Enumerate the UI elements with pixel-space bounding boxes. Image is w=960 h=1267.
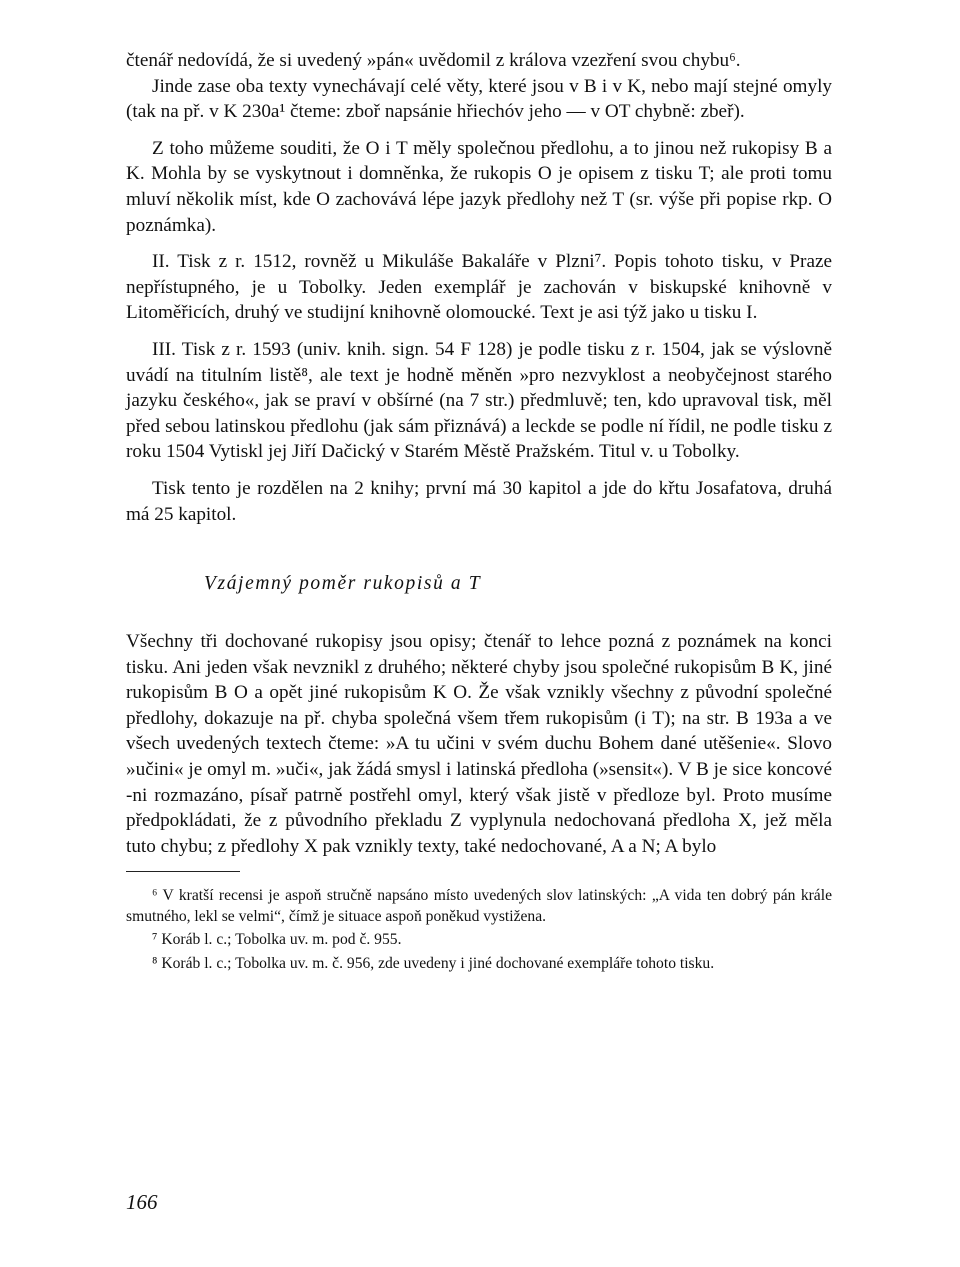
page-body (126, 48, 832, 977)
paragraph: Z toho můžeme souditi, že O i T měly společnou předlohu, a to jinou než rukopisy B a K. Mohla by se vyskytnout i domněnka, že rukopis O je opisem z tisku T; ale proti tomu mluví několik míst, kde O zachovává lépe jazyk předlohy než T (sr. výše při popise rkp. O poznámka). (126, 137, 832, 236)
page-number: 166 (126, 1190, 158, 1214)
paragraph: Jinde zase oba texty vynechávají celé věty, které jsou v B i v K, nebo mají stejné omyly (tak na př. v K 230a¹ čteme: zboř napsánie hřiechóv jeho — v OT chybně: zbeř). (126, 75, 832, 123)
footnote-8: ⁸ Koráb l. c.; Tobolka uv. m. č. 956, zde uvedeny i jiné dochované exempláře tohoto tisku. (152, 954, 715, 972)
section-paragraph: Všechny tři dochované rukopisy jsou opisy; čtenář to lehce pozná z poznámek na konci tisku. Ani jeden však nevznikl z druhého; některé chyby jsou společné rukopisům B K, jiné rukopisům B O a opět jiné rukopisům K O. Že však vznikly všechny z původní společné předlohy, dokazuje na př. chyba společná všem třem rukopisům (i T); na str. B 193a a ve všech uvedených textech čteme: »A tu učini v svém duchu Bohem dané utěšenie«. Slovo »učini« je omyl m. »uči«, jak žádá smysl i latinská předloha (»sensit«). V B je sice koncové -ni rozmazáno, písař patrně postřehl omyl, který však jistě v předloze byl. Proto musíme předpokládati, že z původního překladu Z vyplynula nedochovaná předloha X, jež měla tuto chybu; z předlohy X pak vznikly texty, také nedochované, A a N; A bylo (126, 631, 832, 857)
footnote-divider (126, 871, 240, 872)
paragraph-continuation: čtenář nedovídá, že si uvedený »pán« uvědomil z králova vzezření svou chybu⁶. (126, 50, 741, 71)
paragraph: Tisk tento je rozdělen na 2 knihy; první má 30 kapitol a jde do křtu Josafatova, druhá má 25 kapitol. (126, 477, 832, 525)
paragraph-tisk-ii: II. Tisk z r. 1512, rovněž u Mikuláše Bakaláře v Plzni⁷. Popis tohoto tisku, v Praze nepřístupného, je u Tobolky. Jeden exemplář je zachován v biskupské knihovně v Litoměřicích, druhý ve studijní knihovně olomoucké. Text je asi týž jako u tisku I. (126, 251, 832, 324)
section-heading: Vzájemný poměr rukopisů a T (204, 573, 482, 595)
footnote-7: ⁷ Koráb l. c.; Tobolka uv. m. pod č. 955. (152, 931, 402, 949)
paragraph-tisk-iii: III. Tisk z r. 1593 (univ. knih. sign. 54 F 128) je podle tisku z r. 1504, jak se výslovně uvádí na titulním listě⁸, ale text je hodně měněn »pro nezvyklost a neobyčejnost starého jazyku českého«, jak se praví v obšírné (na 7 str.) předmluvě; ten, kdo upravoval tisk, měl před sebou latinskou předlohu (jak sám přiznává) a leckde se podle ní řídil, ne podle tisku z roku 1504 Vytiskl jej Jiří Dačický v Starém Městě Pražském. Titul v. u Tobolky. (126, 338, 832, 463)
footnote-6: ⁶ V kratší recensi je aspoň stručně napsáno místo uvedených slov latinských: „A vida ten dobrý pán krále smutného, lekl se velmi“, čímž je situace aspoň poněkud vystižena. (126, 887, 832, 925)
